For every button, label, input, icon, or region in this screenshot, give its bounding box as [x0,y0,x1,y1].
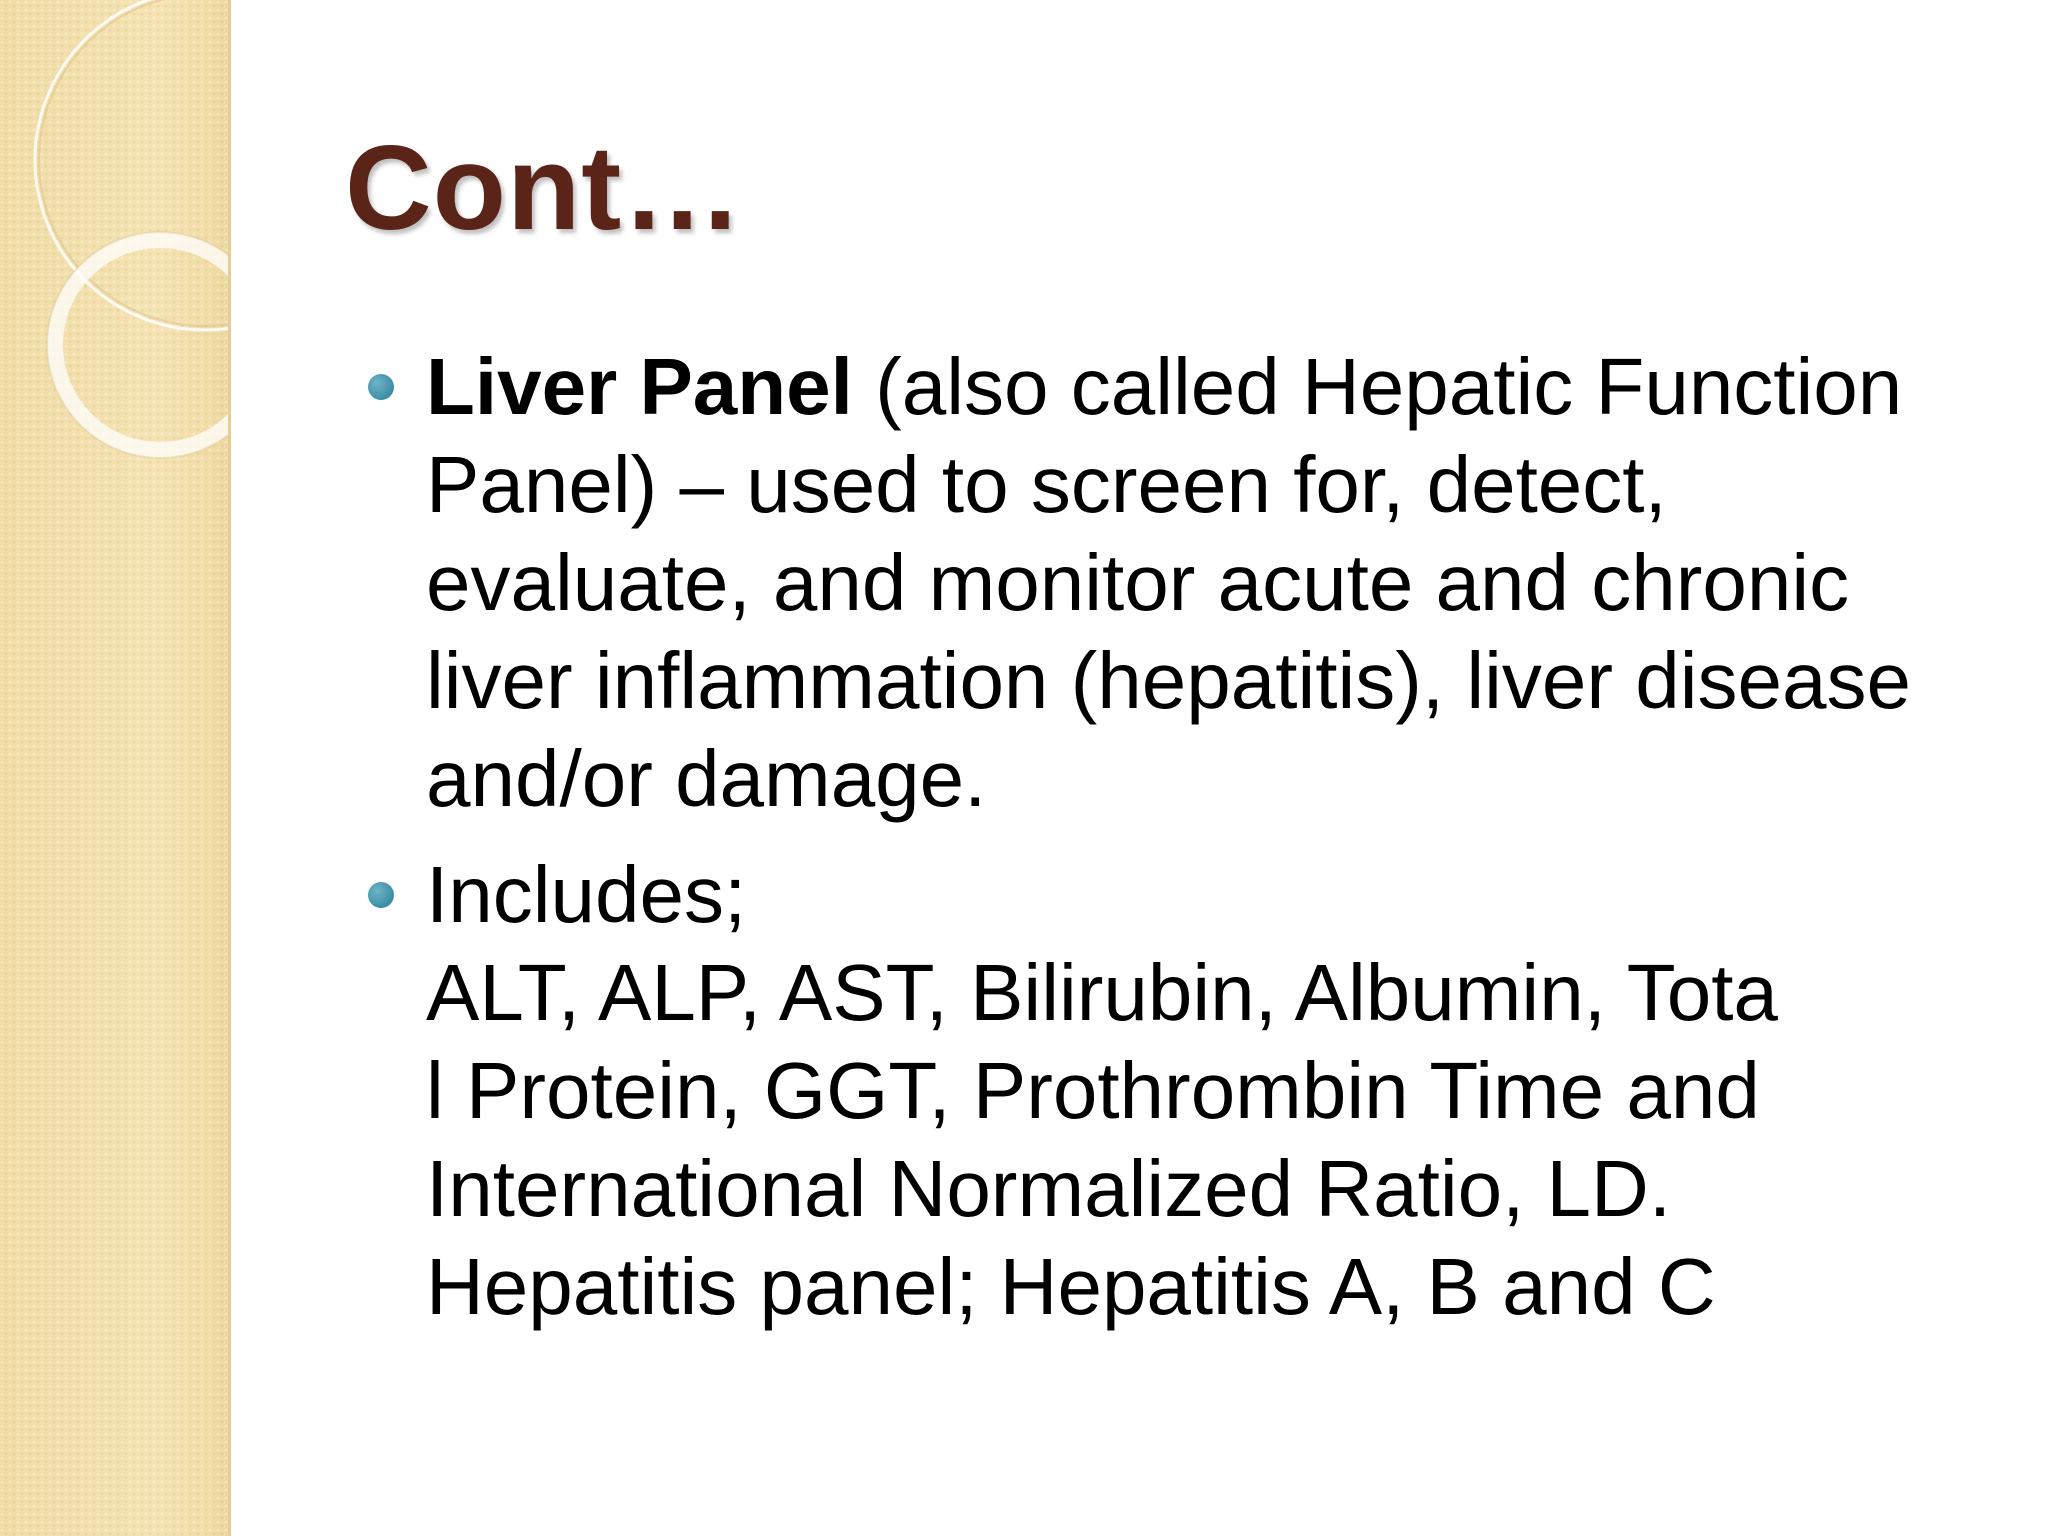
bullet-item-includes [426,846,1986,1336]
bullet-dot-icon [368,374,394,400]
bullet-term: Liver Panel [426,342,853,431]
bullet-dot-icon [368,882,394,908]
bullet-line: ALT, ALP, AST, Bilirubin, Albumin, Tota [426,948,1778,1037]
bullet-line: International Normalized Ratio, LD. [426,1144,1672,1233]
decorative-rings-icon [0,0,228,520]
bullet-line: Hepatitis panel; Hepatitis A, B and C [426,1242,1716,1331]
sidebar-edge [228,0,231,1536]
bullet-line: Includes; [426,850,747,939]
bullet-text: (also called Hepatic Function Panel) – used to screen for, detect, evaluate, and monitor acute and chronic liver inflammation (hepatitis), liver disease and/or damage. [426,342,1911,823]
bullet-item-liver-panel [426,338,1986,828]
slide-title: Cont… [345,121,744,255]
bullet-line: l Protein, GGT, Prothrombin Time and [426,1046,1760,1135]
bullet-list [426,338,1986,1336]
